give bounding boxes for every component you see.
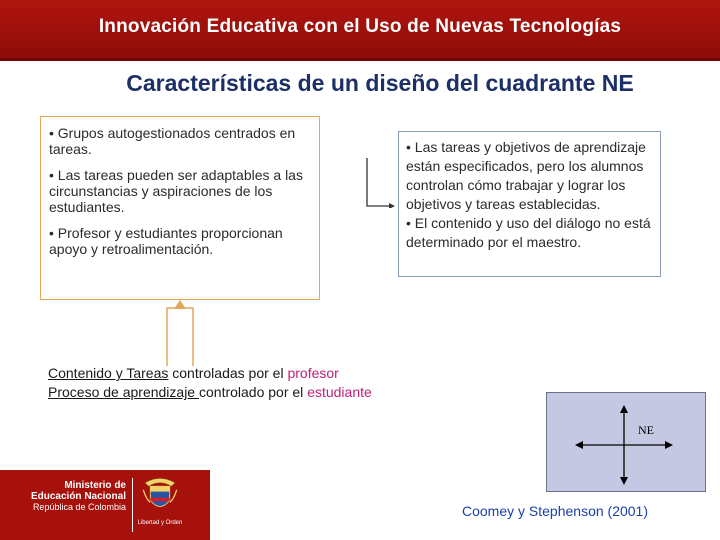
ministry-logo-block xyxy=(0,470,210,540)
quadrant-axes-icon xyxy=(547,393,705,491)
legend-line-content xyxy=(48,364,372,383)
banner-title: Innovación Educativa con el Uso de Nuevas Tecnologías xyxy=(98,16,622,37)
left-bullet-1: • Grupos autogestionados centrados en tareas. xyxy=(49,125,296,157)
legend-content-label: Contenido y Tareas xyxy=(48,365,169,381)
ministry-line-3: República de Colombia xyxy=(32,502,126,512)
right-text-box xyxy=(398,131,661,277)
vertical-divider xyxy=(132,478,133,532)
legend-professor: profesor xyxy=(287,365,339,381)
left-bullet-2: • Las tareas pueden ser adaptables a las circunstancias y aspiraciones de los estudiantes. xyxy=(49,167,303,215)
left-bullet-3: • Profesor y estudiantes proporcionan apoyo y retroalimentación. xyxy=(49,225,283,257)
quadrant-ne-label: NE xyxy=(638,423,654,437)
legend-line-process xyxy=(48,383,372,402)
legend xyxy=(48,364,372,402)
citation: Coomey y Stephenson (2001) xyxy=(462,503,648,519)
legend-process-label: Proceso de aprendizaje xyxy=(48,384,199,400)
right-bullet-2: • El contenido y uso del diálogo no está determinado por el maestro. xyxy=(406,215,651,250)
ministry-line-2: Educación Nacional xyxy=(30,491,126,502)
ministry-line-1: Ministerio de xyxy=(64,480,126,491)
quadrant-diagram xyxy=(546,392,706,492)
up-arrow-icon xyxy=(165,300,195,368)
ministry-text xyxy=(30,480,126,513)
connector-arrow-icon xyxy=(366,158,396,208)
left-text-box xyxy=(40,116,320,300)
seal-motto: Libertad y Orden xyxy=(137,520,183,526)
legend-content-text: controladas por el xyxy=(168,365,288,381)
colombia-seal-icon xyxy=(138,474,182,518)
right-bullet-1: • Las tareas y objetivos de aprendizaje están especificados, pero los alumnos controlan cómo trabajar y lograr los objetivos y tareas establecidas. xyxy=(406,139,646,212)
legend-process-text: controlado por el xyxy=(199,384,308,400)
header-banner xyxy=(0,0,720,61)
slide-title: Características de un diseño del cuadrante NE xyxy=(126,70,634,96)
legend-student: estudiante xyxy=(307,384,372,400)
